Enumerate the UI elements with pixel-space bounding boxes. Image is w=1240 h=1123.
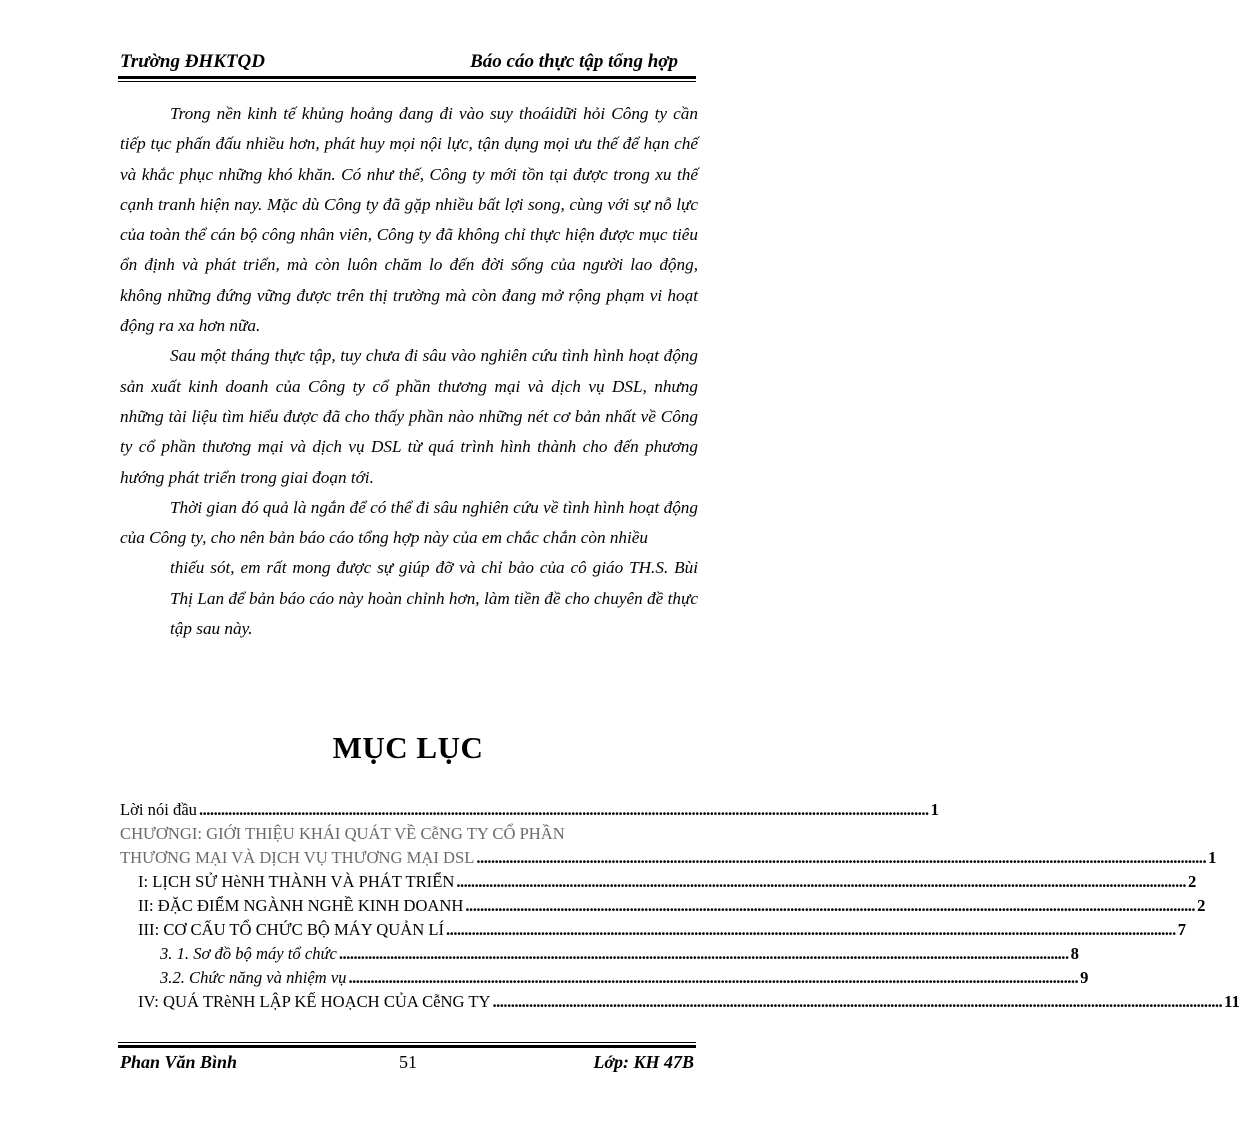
paragraph-3: [120, 493, 698, 644]
footer-class: Lớp: KH 47B: [593, 1052, 694, 1072]
toc-item-label: IV: QUÁ TRèNH LẬP KẾ HOẠCH CỦA CễNG TY: [138, 992, 491, 1011]
toc-item[interactable]: [138, 894, 1206, 918]
toc-leader: ........................................................................................................................................................................................................: [338, 944, 1069, 963]
toc-item-label: I: LỊCH SỬ HèNH THÀNH VÀ PHÁT TRIỂN: [138, 872, 455, 891]
toc-leader: ........................................................................................................................................................................................................: [348, 968, 1079, 987]
paragraph-1: Trong nền kinh tế khủng hoảng đang đi vào suy thoáidữi hỏi Công ty cần tiếp tục phấn đấu nhiều hơn, phát huy mọi nội lực, tận dụng mọi ưu thế để hạn chế và khắc phục những khó khăn. Có như thế, Công ty mới tồn tại được trong xu thế cạnh tranh hiện nay. Mặc dù Công ty đã gặp nhiều bất lợi song, cùng với sự nỗ lực của toàn thể cán bộ công nhân viên, Công ty đã không chỉ thực hiện được mục tiêu ổn định và phát triển, mà còn luôn chăm lo đến đời sống của người lao động, không những đứng vững được trên thị trường mà còn đang mở rộng phạm vi hoạt động ra xa hơn nữa.: [120, 104, 698, 336]
paragraph-2: Sau một tháng thực tập, tuy chưa đi sâu vào nghiên cứu tình hình hoạt động sản xuất kinh doanh của Công ty cổ phần thương mại và dịch vụ DSL, nhưng những tài liệu tìm hiểu được đã cho thấy phần nào những nét cơ bản nhất về Công ty cổ phần thương mại và dịch vụ DSL từ quá trình hình thành cho đến phương hướng phát triển trong giai đoạn tới.: [120, 346, 698, 487]
page-footer: [118, 1048, 696, 1076]
body-text: [120, 99, 698, 644]
toc-item-label: 3.2. Chức năng và nhiệm vụ: [160, 968, 347, 987]
toc-item-label: THƯƠNG MẠI VÀ DỊCH VỤ THƯƠNG MẠI DSL: [120, 848, 475, 867]
toc-item-page: 1: [1208, 848, 1217, 867]
toc-item-label: 3. 1. Sơ đồ bộ máy tổ chức: [160, 944, 337, 963]
toc-leader: ........................................................................................................................................................................................................: [492, 992, 1223, 1011]
paragraph-3-tail: thiếu sót, em rất mong được sự giúp đỡ và chỉ bảo của cô giáo TH.S. Bùi Thị Lan để bản báo cáo này hoàn chỉnh hơn, làm tiền đề cho chuyên đề thực tập sau này.: [170, 558, 698, 639]
toc-item[interactable]: [120, 822, 697, 846]
toc-title: MỤC LỤC: [332, 730, 484, 765]
header-school: Trường ĐHKTQD: [120, 51, 265, 72]
toc-item[interactable]: [138, 918, 1187, 942]
toc-leader: ........................................................................................................................................................................................................: [456, 872, 1187, 891]
toc-leader: ........................................................................................................................................................................................................: [465, 896, 1196, 915]
header-rule-thick: [118, 76, 696, 79]
page-number: 51: [399, 1052, 417, 1072]
toc-item[interactable]: [160, 966, 1089, 990]
paragraph-3-head: Thời gian đó quả là ngắn để có thể đi sâu nghiên cứu về tình hình hoạt động của Công ty, cho nên bản báo cáo tổng hợp này của em chắc chắn còn nhiều: [120, 497, 698, 548]
toc-item-page: 8: [1070, 944, 1079, 963]
toc-item-label: III: CƠ CẤU TỔ CHỨC BỘ MÁY QUẢN LÍ: [138, 920, 445, 939]
toc-item-label: CHƯƠNGI: GIỚI THIỆU KHÁI QUÁT VỀ CễNG TY CỔ PHẦN: [120, 824, 565, 843]
toc-item[interactable]: [120, 798, 939, 822]
toc-item-page: 1: [930, 800, 939, 819]
footer-rule-thin: [118, 1042, 696, 1043]
toc-item[interactable]: [120, 846, 1217, 870]
toc-leader: ........................................................................................................................................................................................................: [446, 920, 1176, 939]
toc-item-page: 9: [1080, 968, 1089, 987]
toc-item-label: II: ĐẶC ĐIỂM NGÀNH NGHỀ KINH DOANH: [138, 896, 464, 915]
toc-item[interactable]: [138, 990, 1240, 1014]
toc-leader: ........................................................................................................................................................................................................: [198, 800, 929, 819]
footer-author: Phan Văn Bình: [120, 1052, 238, 1072]
page-header: [118, 48, 696, 76]
toc-item-page: 2: [1188, 872, 1197, 891]
toc-item-page: 11: [1224, 992, 1240, 1011]
toc-item[interactable]: [138, 870, 1197, 894]
toc-item-page: 7: [1177, 920, 1187, 939]
toc-item-page: 2: [1197, 896, 1206, 915]
toc-leader: ........................................................................................................................................................................................................: [476, 848, 1207, 867]
toc-item-label: Lời nói đầu: [120, 800, 197, 819]
header-rule-thin: [118, 81, 696, 82]
header-report-title: Báo cáo thực tập tổng hợp: [470, 51, 678, 72]
toc-item[interactable]: [160, 942, 1079, 966]
